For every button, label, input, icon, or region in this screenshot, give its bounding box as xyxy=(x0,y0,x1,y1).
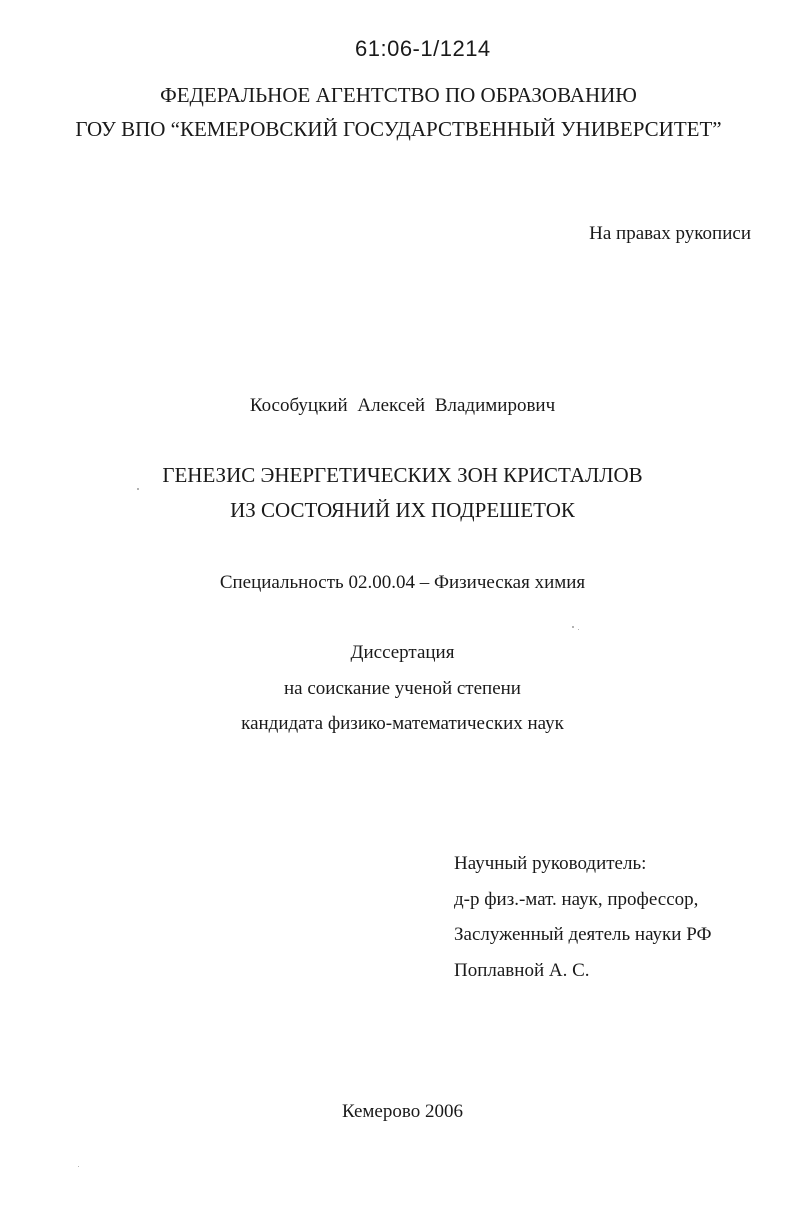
city-year: Кемерово 2006 xyxy=(342,1101,463,1122)
scan-speck xyxy=(137,488,139,490)
advisor-name: Поплавной А. С. xyxy=(454,960,590,981)
dissertation-title-line-1: ГЕНЕЗИС ЭНЕРГЕТИЧЕСКИХ ЗОН КРИСТАЛЛОВ xyxy=(162,463,643,487)
degree-purpose: на соискание ученой степени xyxy=(284,678,521,699)
author-name: Кособуцкий Алексей Владимирович xyxy=(249,395,556,416)
dissertation-title-line-2: ИЗ СОСТОЯНИЙ ИХ ПОДРЕШЕТОК xyxy=(230,498,575,522)
archive-number: 61:06-1/1214 xyxy=(355,36,491,61)
degree-name: кандидата физико-математических наук xyxy=(241,713,564,734)
specialty: Специальность 02.00.04 – Физическая химия xyxy=(219,572,586,593)
agency-name: ФЕДЕРАЛЬНОЕ АГЕНТСТВО ПО ОБРАЗОВАНИЮ xyxy=(160,83,637,107)
scan-speck xyxy=(572,626,574,628)
scan-speck xyxy=(78,1166,79,1167)
dissertation-label: Диссертация xyxy=(350,642,455,663)
university-name: ГОУ ВПО “КЕМЕРОВСКИЙ ГОСУДАРСТВЕННЫЙ УНИВЕРСИТЕТ” xyxy=(75,117,722,141)
advisor-degree: д-р физ.-мат. наук, профессор, xyxy=(454,889,699,910)
advisor-label: Научный руководитель: xyxy=(454,853,647,874)
scan-speck xyxy=(578,629,579,630)
advisor-honor: Заслуженный деятель науки РФ xyxy=(454,924,712,945)
manuscript-note: На правах рукописи xyxy=(589,223,751,244)
